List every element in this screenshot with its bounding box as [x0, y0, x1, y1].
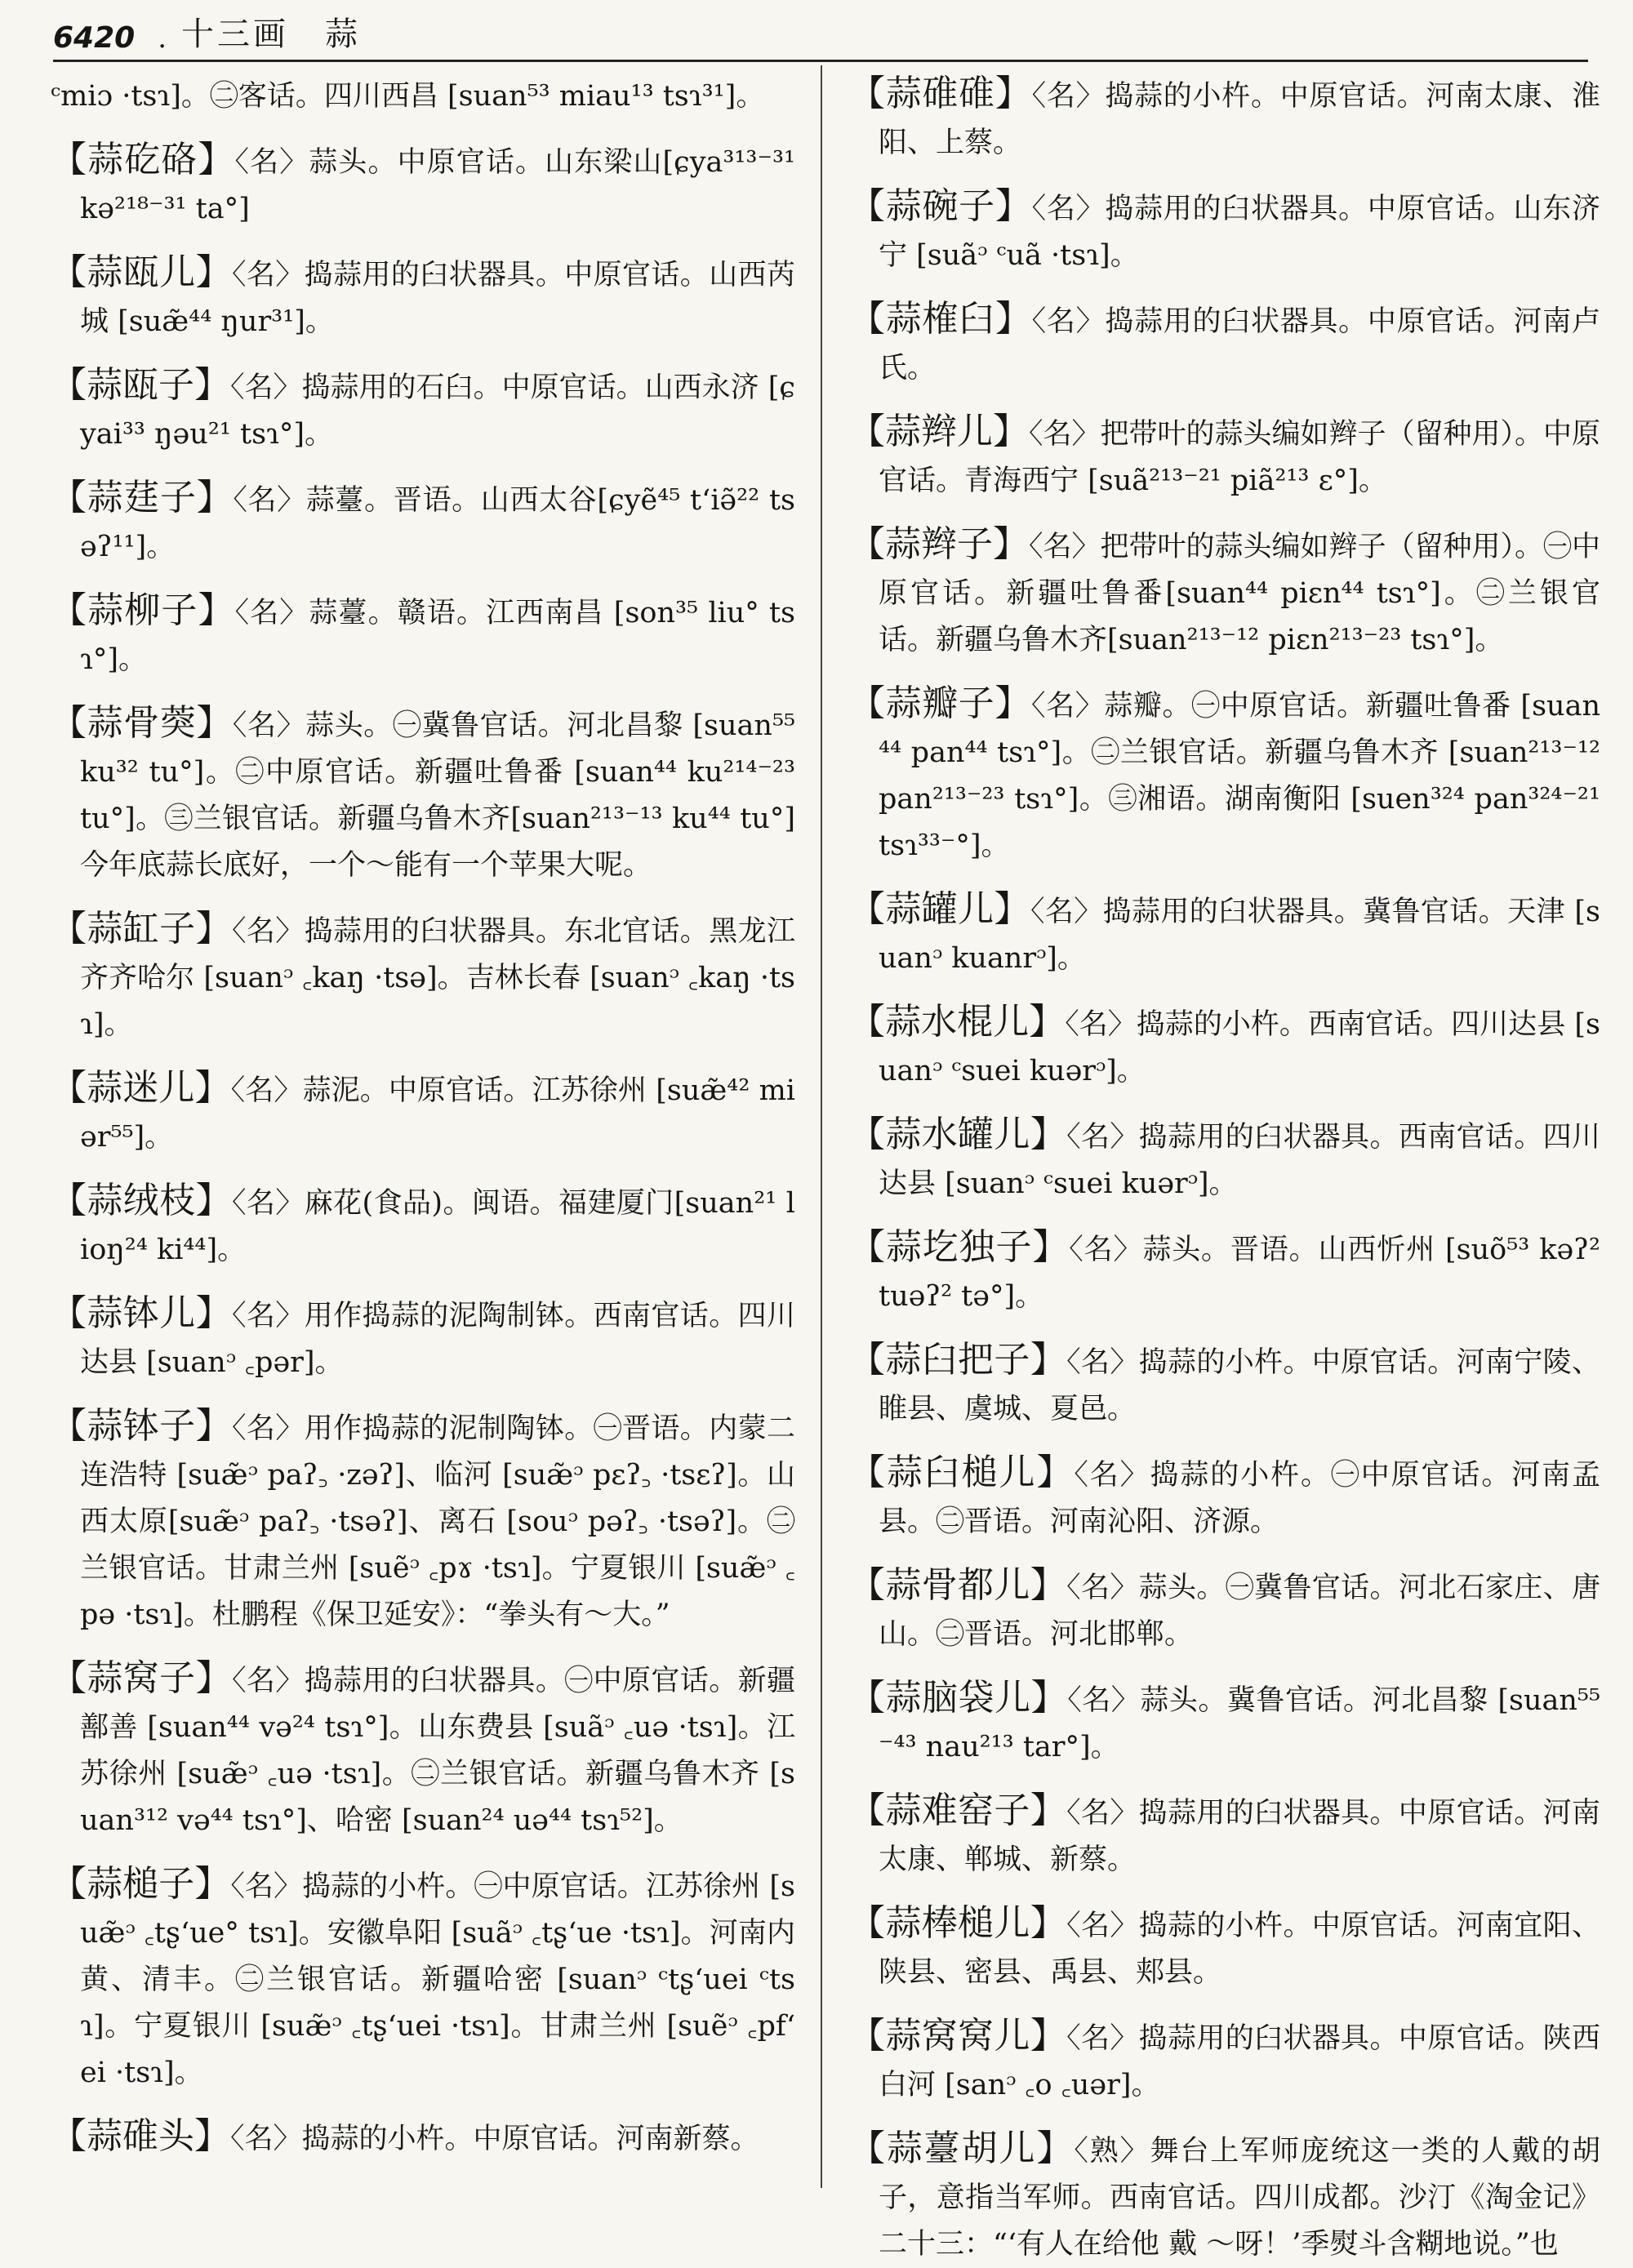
entry-headword: 【蒜窝窝儿】 — [849, 2015, 1067, 2057]
entry-text: 〈名〉蒜头。中原官话。山东梁山[ɕya³¹³⁻³¹ kə²¹⁸⁻³¹ ta°] — [80, 146, 796, 225]
entry-headword: 【蒜钵儿】 — [51, 1292, 232, 1334]
entry-text: 〈名〉捣蒜的小杵。㊀中原官话。江苏徐州 [suæ̃ᵓ ꜀tʂʻue° tsɿ]。安徽阜阳 [suãᵓ ꜀tʂʻue ·tsɿ]。河南内黄、清丰。㊁兰银官话。新疆哈密 [suanᵓ ᶜtʂʻuei ᶜtsɿ]。宁夏银川 [suæ̃ᵓ ꜀tʂʻuei ·tsɿ]。甘肃兰州 [suẽᵓ ꜀pfʻei ·tsɿ]。 — [80, 1870, 796, 2089]
entry-headword: 【蒜难窑子】 — [849, 1790, 1067, 1831]
entry-text: 〈名〉捣蒜用的臼状器具。中原官话。河南卢氏。 — [879, 305, 1600, 385]
entry-text: 〈名〉蒜泥。中原官话。江苏徐州 [suæ̃⁴² miər⁵⁵]。 — [80, 1074, 795, 1154]
dictionary-entry — [849, 521, 1600, 664]
dictionary-entry — [51, 905, 795, 1048]
dictionary-entry — [849, 408, 1600, 505]
entry-text: 〈名〉捣蒜的小杵。中原官话。河南新蔡。 — [230, 2123, 759, 2155]
entry-headword: 【蒜绒枝】 — [51, 1180, 233, 1221]
entry-text: 〈名〉蒜头。㊀冀鲁官话。河北石家庄、唐山。㊁晋语。河北邯郸。 — [879, 1572, 1600, 1651]
entry-headword: 【蒜榷臼】 — [849, 298, 1032, 340]
entry-headword: 【蒜矻硌】 — [51, 139, 235, 180]
entry-headword: 【蒜辫子】 — [849, 523, 1029, 565]
entry-headword: 【蒜碓碓】 — [849, 73, 1032, 114]
dictionary-entry — [849, 296, 1600, 392]
dictionary-entry — [51, 1861, 795, 2097]
entry-headword: 【蒜槌子】 — [51, 1863, 231, 1905]
entry-text: 〈名〉麻花(食品)。闽语。福建厦门[suan²¹ lioŋ²⁴ ki⁴⁴]。 — [80, 1187, 796, 1266]
entry-headword: 【蒜碓头】 — [51, 2115, 230, 2157]
entry-text: 〈名〉捣蒜用的臼状器具。东北官话。黑龙江齐齐哈尔 [suanᵓ ꜀kaŋ ·tsə]。吉林长春 [suanᵓ ꜀kaŋ ·tsɿ]。 — [80, 915, 795, 1041]
header-separator: . — [158, 22, 167, 55]
entry-text: 〈名〉捣蒜用的臼状器具。西南官话。四川达县 [suanᵓ ᶜsuei kuərᵓ]。 — [879, 1121, 1600, 1200]
dictionary-entry — [51, 700, 795, 889]
dictionary-entry — [51, 1065, 795, 1161]
dictionary-entry — [51, 587, 795, 683]
entry-text: 〈名〉蒜薹。赣语。江西南昌 [son³⁵ liu° tsɿ°]。 — [80, 597, 796, 676]
entry-text: 〈名〉捣蒜用的臼状器具。中原官话。陕西白河 [sanᵓ ꜀o ꜀uər]。 — [879, 2022, 1600, 2101]
dictionary-entry — [849, 183, 1600, 279]
entry-text: 〈名〉捣蒜用的臼状器具。中原官话。河南太康、郸城、新蔡。 — [879, 1797, 1600, 1876]
entry-headword: 【蒜臼槌儿】 — [849, 1452, 1075, 1493]
entry-text: 〈名〉捣蒜用的臼状器具。㊀中原官话。新疆鄯善 [suan⁴⁴ və²⁴ tsɿ°]。山东费县 [suãᵓ ꜀uə ·tsɿ]。江苏徐州 [suæ̃ᵓ ꜀uə ·tsɿ]。㊁兰银官话。新疆乌鲁木齐 [suan³¹² və⁴⁴ tsɿ°]、哈密 [suan²⁴ uə⁴⁴ tsɿ⁵²]。 — [80, 1665, 795, 1837]
dictionary-entry — [849, 1900, 1600, 1996]
entry-headword: 【蒜窝子】 — [51, 1657, 232, 1699]
entry-headword: 【蒜瓯儿】 — [51, 251, 232, 293]
entry-text: 〈名〉捣蒜的小杵。中原官话。河南太康、淮阳、上蔡。 — [879, 80, 1600, 159]
entry-text: 〈名〉捣蒜用的臼状器具。中原官话。山西芮城 [suæ̃⁴⁴ ŋur³¹]。 — [80, 259, 795, 338]
dictionary-entry — [849, 1449, 1600, 1545]
dictionary-entry — [849, 998, 1600, 1095]
entry-text: 〈名〉捣蒜的小杵。西南官话。四川达县 [suanᵓ ᶜsuei kuərᵓ]。 — [879, 1008, 1601, 1087]
entry-headword: 【蒜缸子】 — [51, 908, 232, 949]
dictionary-entry — [849, 886, 1600, 982]
entry-text: 〈名〉把带叶的蒜头编如辫子（留种用）。㊀中原官话。新疆吐鲁番[suan⁴⁴ piɛn⁴⁴ tsɿ°]。㊁兰银官话。新疆乌鲁木齐[suan²¹³⁻¹² piɛn²¹³⁻²³ tsɿ°]。 — [879, 531, 1601, 656]
entry-headword: 【蒜薹胡儿】 — [849, 2128, 1075, 2169]
entry-headword: 【蒜柳子】 — [51, 589, 235, 631]
entry-headword: 【蒜骨葖】 — [51, 702, 233, 744]
column-divider — [821, 65, 822, 2188]
entry-text: 〈名〉蒜薹。晋语。山西太谷[ɕyẽ⁴⁵ tʻiə̃²² tsəʔ¹¹]。 — [80, 484, 795, 563]
entry-text: ᶜmiɔ ·tsɿ]。㊁客话。四川西昌 [suan⁵³ miau¹³ tsɿ³¹]。 — [51, 80, 765, 113]
entry-headword: 【蒜棒槌儿】 — [849, 1902, 1067, 1944]
dictionary-entry — [849, 1674, 1600, 1771]
entry-headword: 【蒜迷儿】 — [51, 1067, 231, 1109]
dictionary-entry — [51, 362, 795, 458]
entry-text: 〈名〉把带叶的蒜头编如辫子（留种用）。中原官话。青海西宁 [suã²¹³⁻²¹ piã²¹³ ɛ°]。 — [879, 418, 1601, 497]
entry-headword: 【蒜钵子】 — [51, 1405, 232, 1447]
entry-text: 〈名〉捣蒜的小杵。㊀中原官话。河南孟县。㊁晋语。河南沁阳、济源。 — [879, 1459, 1600, 1538]
dictionary-entry — [849, 1224, 1600, 1320]
dictionary-entry — [849, 70, 1600, 167]
entry-headword: 【蒜臼把子】 — [849, 1339, 1067, 1381]
entry-text: 〈名〉捣蒜的小杵。中原官话。河南宜阳、陕县、密县、禹县、郏县。 — [879, 1910, 1600, 1989]
dictionary-entry — [51, 136, 795, 233]
entry-headword: 【蒜水罐儿】 — [849, 1114, 1067, 1155]
entry-text: 〈熟〉舞台上军师庞统这一类的人戴的胡子，意指当军师。西南官话。四川成都。沙汀《淘金记》二十三：“‘有人在给他 戴 ～呀！’季熨斗含糊地说。”也 — [879, 2135, 1600, 2261]
dictionary-entry — [51, 2113, 795, 2163]
entry-text: 〈名〉捣蒜用的石臼。中原官话。山西永济 [ɕyai³³ ŋəu²¹ tsɿ°]。 — [80, 371, 796, 451]
dictionary-entry — [51, 1403, 795, 1639]
entry-headword: 【蒜瓣子】 — [849, 683, 1031, 724]
entry-text: 〈名〉蒜头。㊀冀鲁官话。河北昌黎 [suan⁵⁵ ku³² tu°]。㊁中原官话。新疆吐鲁番 [suan⁴⁴ ku²¹⁴⁻²³ tu°]。㊂兰银官话。新疆乌鲁木齐[suan²¹³⁻¹³ ku⁴⁴ tu°]今年底蒜长底好，一个～能有一个苹果大呢。 — [80, 709, 796, 882]
dictionary-entry — [849, 1111, 1600, 1207]
entry-text: 〈名〉捣蒜用的臼状器具。中原官话。山东济宁 [suãᵓ ᶜuã ·tsɿ]。 — [879, 193, 1600, 272]
dictionary-entry — [849, 2125, 1600, 2268]
entry-text: 〈名〉蒜头。冀鲁官话。河北昌黎 [suan⁵⁵⁻⁴³ nau²¹³ tar°]。 — [879, 1684, 1600, 1763]
entry-headword: 【蒜圪独子】 — [849, 1226, 1070, 1268]
entry-text: 〈名〉捣蒜用的臼状器具。冀鲁官话。天津 [suanᵓ kuanrᵓ]。 — [879, 896, 1600, 975]
dictionary-entry — [51, 1655, 795, 1844]
dictionary-entry — [51, 1177, 795, 1274]
dictionary-entry — [51, 70, 795, 120]
page-header — [53, 11, 1588, 62]
entry-headword: 【蒜骨都儿】 — [849, 1564, 1067, 1606]
entry-headword: 【蒜水棍儿】 — [849, 1001, 1066, 1043]
dictionary-entry — [849, 680, 1600, 869]
dictionary-entry — [51, 474, 795, 571]
section-title: 十三画 蒜 — [181, 16, 362, 53]
entry-text: 〈名〉蒜头。晋语。山西忻州 [suõ⁵³ kəʔ² tuəʔ² tə°]。 — [879, 1234, 1601, 1313]
entry-headword: 【蒜脑袋儿】 — [849, 1677, 1068, 1719]
entry-text: 〈名〉捣蒜的小杵。中原官话。河南宁陵、睢县、虞城、夏邑。 — [879, 1346, 1600, 1425]
entry-headword: 【蒜瓯子】 — [51, 364, 231, 406]
entry-headword: 【蒜辫儿】 — [849, 411, 1029, 452]
entry-text: 〈名〉蒜瓣。㊀中原官话。新疆吐鲁番 [suan⁴⁴ pan⁴⁴ tsɿ°]。㊁兰银官话。新疆乌鲁木齐 [suan²¹³⁻¹² pan²¹³⁻²³ tsɿ°]。㊂湘语。湖南衡阳 [suen³²⁴ pan³²⁴⁻²¹ tsɿ³³⁻°]。 — [879, 690, 1600, 862]
page-number: 6420 — [53, 21, 136, 55]
left-column — [51, 70, 795, 2185]
entry-headword: 【蒜碗子】 — [849, 185, 1032, 227]
entry-text: 〈名〉用作捣蒜的泥陶制钵。西南官话。四川达县 [suanᵓ ꜀pər]。 — [80, 1300, 795, 1379]
entry-text: 〈名〉用作捣蒜的泥制陶钵。㊀晋语。内蒙二连浩特 [suæ̃ᵓ paʔ꜆ ·zəʔ]、临河 [suæ̃ᵓ pɛʔ꜆ ·tsɛʔ]。山西太原[suæ̃ᵓ paʔ꜆ ·tsəʔ]、离石 [souᵓ pəʔ꜆ ·tsəʔ]。㊁兰银官话。甘肃兰州 [suẽᵓ ꜀pɤ ·tsɿ]。宁夏银川 [suæ̃ᵓ ꜀pə ·tsɿ]。杜鹏程《保卫延安》：“拳头有～大。” — [80, 1412, 795, 1631]
entry-headword: 【蒜罐儿】 — [849, 888, 1030, 930]
dictionary-entry — [849, 1562, 1600, 1658]
dictionary-entry — [849, 1787, 1600, 1883]
dictionary-entry — [849, 2012, 1600, 2109]
entry-headword: 【蒜莛子】 — [51, 477, 234, 518]
dictionary-entry — [849, 1336, 1600, 1433]
right-column — [849, 70, 1601, 2261]
dictionary-entry — [51, 249, 795, 345]
dictionary-entry — [51, 1290, 795, 1386]
